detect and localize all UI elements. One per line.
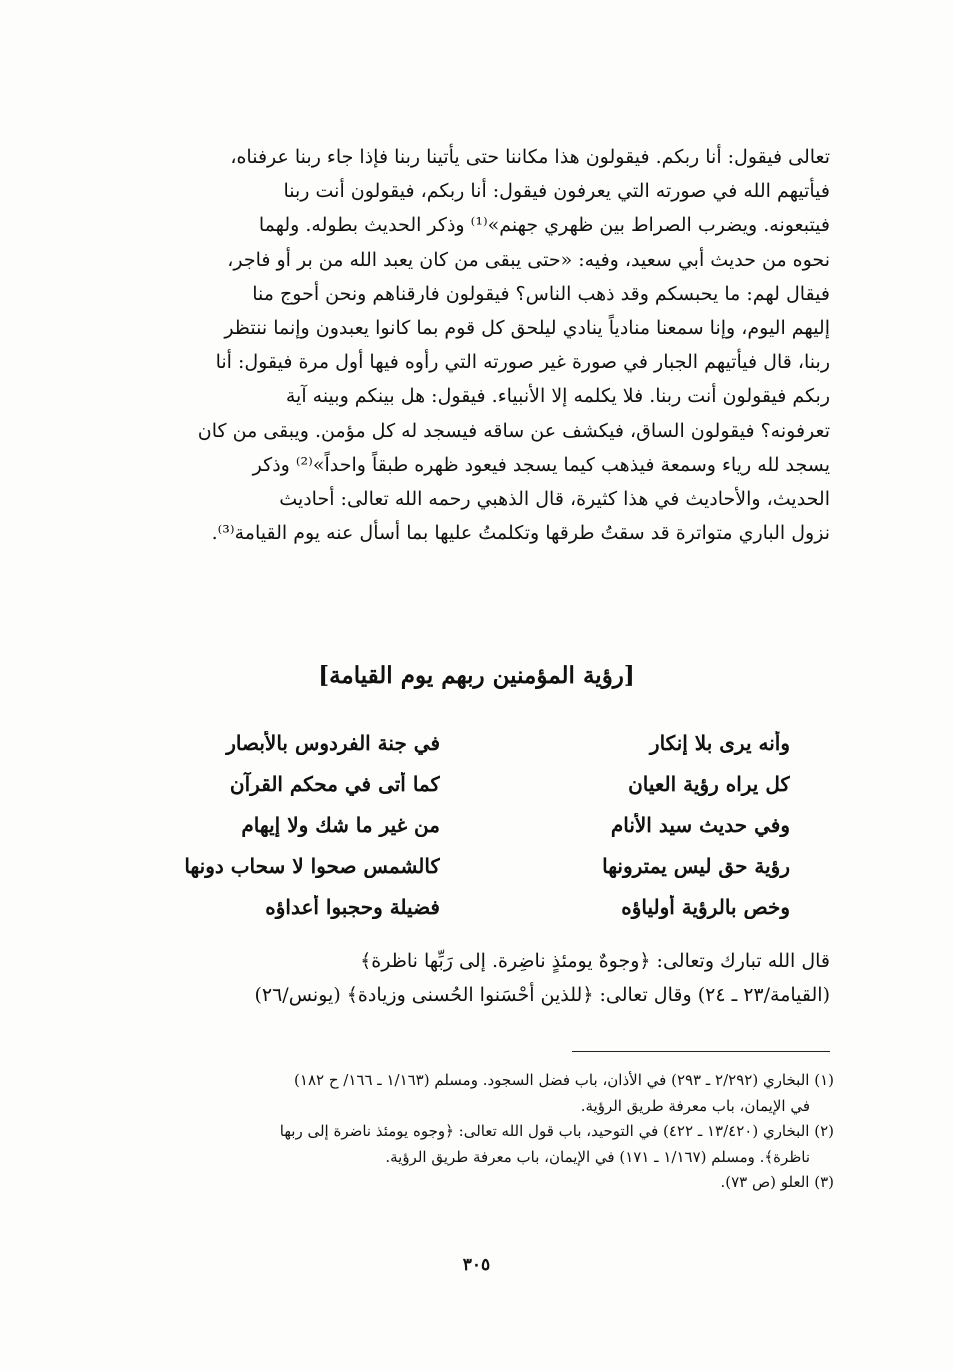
- footnote-line: في الإيمان، باب معرفة طريق الرؤية.: [580, 1096, 810, 1115]
- text-line: الحديث، والأحاديث في هذا كثيرة، قال الذهبي رحمه الله تعالى: أحاديث: [279, 488, 830, 511]
- text-line: نزول الباري متواترة قد سقتُ طرقها وتكلمتُ عليها بما أسأل عنه يوم القيامة⁽³⁾.: [211, 522, 830, 545]
- verse-second-hemistich: من غير ما شك ولا إيهام: [241, 812, 440, 837]
- quran-line: (القيامة/٢٣ ـ ٢٤) وقال تعالى: ﴿للذين أحْسَنوا الحُسنى وزيادة﴾ (يونس/٢٦): [254, 984, 830, 1006]
- text-line: ربنا، قال فيأتيهم الجبار في صورة غير صورته التي رأوه فيها أول مرة فيقول: أنا: [215, 351, 830, 374]
- verse-second-hemistich: كما أتى في محكم القرآن: [229, 771, 440, 796]
- footnote-line: (١) البخاري (٢/٢٩٢ ـ ٢٩٣) في الأذان، باب فضل السجود. ومسلم (١/١٦٣ ـ ١٦٦/ ح ١٨٢): [294, 1071, 834, 1089]
- poem-verse: [150, 886, 790, 927]
- verse-first-hemistich: رؤية حق ليس يمترونها: [602, 853, 790, 878]
- text-line: إليهم اليوم، وإنا سمعنا منادياً ينادي ليلحق كل قوم بما كانوا يعبدون وإنما ننتظر: [224, 317, 830, 340]
- main-text: [118, 140, 830, 550]
- poem-verse: [150, 722, 790, 763]
- poem-verse: [150, 845, 790, 886]
- text-line: تعالى فيقول: أنا ربكم. فيقولون هذا مكاننا حتى يأتينا ربنا فإذا جاء ربنا عرفناه،: [230, 146, 830, 168]
- verse-first-hemistich: وخص بالرؤية أولياؤه: [621, 894, 790, 919]
- text-line: فيأتيهم الله في صورته التي يعرفون فيقول: أنا ربكم، فيقولون أنت ربنا: [283, 180, 830, 203]
- footnote-line: (٣) العلو (ص ٧٣).: [720, 1173, 834, 1191]
- page-number: ٣٠٥: [462, 1255, 491, 1275]
- text-line: ربكم فيقولون أنت ربنا. فلا يكلمه إلا الأنبياء. فيقول: هل بينكم وبينه آية: [285, 385, 830, 408]
- text-line: فيقال لهم: ما يحبسكم وقد ذهب الناس؟ فيقولون فارقناهم ونحن أحوج منا: [252, 282, 830, 305]
- poem-verse: [150, 763, 790, 804]
- text-line: يسجد لله رياء وسمعة فيذهب كيما يسجد فيعود ظهره طبقاً واحداً»⁽²⁾ وذكر: [252, 453, 830, 476]
- footnotes: [118, 1068, 834, 1196]
- footnote-line: ناظرة﴾. ومسلم (١/١٦٧ ـ ١٧١) في الإيمان، باب معرفة طريق الرؤية.: [385, 1147, 810, 1166]
- verse-first-hemistich: كل يراه رؤية العيان: [628, 771, 790, 796]
- poem-verse: [150, 804, 790, 845]
- quran-citation: [118, 944, 830, 1012]
- verse-second-hemistich: فضيلة وحجبوا أعداؤه: [265, 894, 440, 919]
- footnote-divider: [572, 1051, 830, 1052]
- verse-first-hemistich: وفي حديث سيد الأنام: [610, 812, 790, 837]
- section-heading: [رؤية المؤمنين ربهم يوم القيامة]: [318, 662, 635, 689]
- footnote-line: (٢) البخاري (١٣/٤٢٠ ـ ٤٢٢) في التوحيد، باب قول الله تعالى: ﴿وجوه يومئذ ناضرة إلى ربها: [279, 1122, 834, 1140]
- poem: [150, 722, 790, 927]
- quran-line: قال الله تبارك وتعالى: ﴿وجوهٌ يومئذٍ ناضِرة. إلى رَبِّها ناظرة﴾: [360, 950, 830, 972]
- text-line: فيتبعونه. ويضرب الصراط بين ظهري جهنم»⁽¹⁾ وذكر الحديث بطوله. ولهما: [258, 214, 830, 237]
- text-line: تعرفونه؟ فيقولون الساق، فيكشف عن ساقه فيسجد له كل مؤمن. ويبقى من كان: [197, 419, 830, 442]
- text-line: نحوه من حديث أبي سعيد، وفيه: «حتى يبقى من كان يعبد الله من بر أو فاجر،: [227, 248, 830, 271]
- verse-second-hemistich: في جنة الفردوس بالأبصار: [226, 730, 440, 755]
- verse-second-hemistich: كالشمس صحوا لا سحاب دونها: [184, 853, 440, 878]
- verse-first-hemistich: وأنه يرى بلا إنكار: [649, 730, 790, 755]
